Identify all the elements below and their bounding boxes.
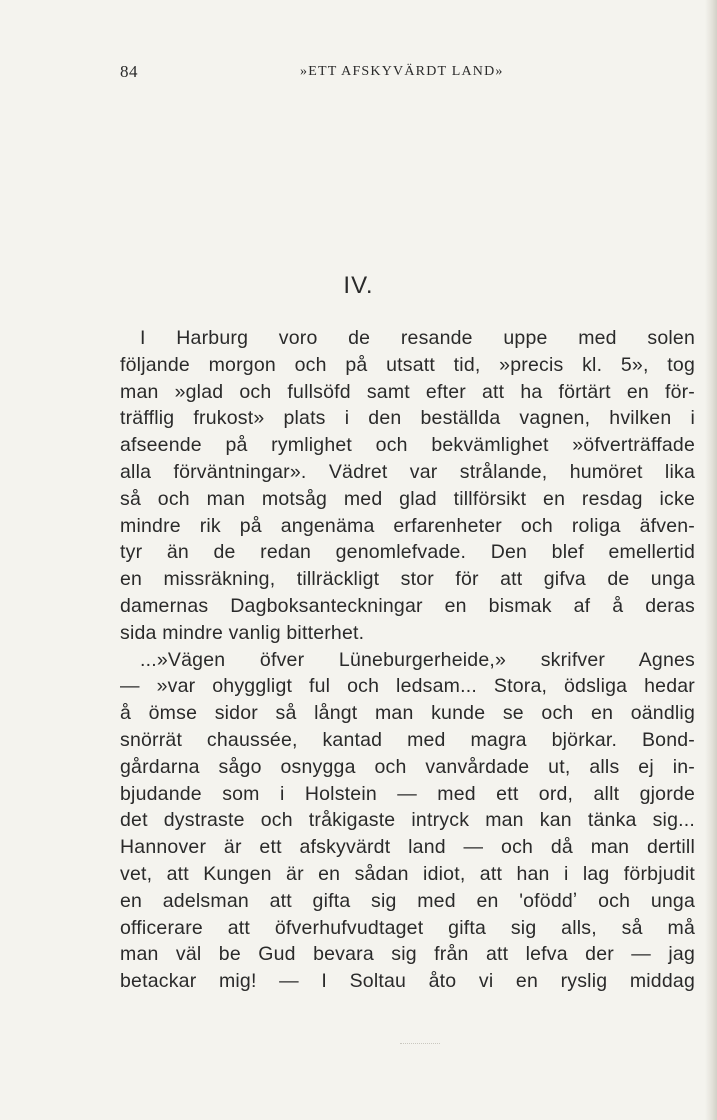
page-edge-shadow [705,0,717,1120]
text-line: gårdarna sågo osnygga och vanvårdade ut, alls ej in- [120,755,695,778]
running-title: »ETT AFSKYVÄRDT LAND» [300,64,504,79]
text-line: en adelsman att gifta sig med en 'oföddʼ och unga [120,889,695,912]
text-line: vet, att Kungen är en sådan idiot, att han i lag förbjudit [120,862,695,885]
text-line: så och man motsåg med glad tillförsikt en resdag icke [120,487,695,510]
chapter-heading: IV. [343,272,374,299]
text-line: bjudande som i Holstein — med ett ord, allt gjorde [120,782,695,805]
text-line: sida mindre vanlig bitterhet. [120,621,365,644]
text-line: I Harburg voro de resande uppe med solen [140,327,695,349]
text-line: en missräkning, tillräckligt stor för att gifva de unga [120,568,695,591]
text-line: å ömse sidor så långt man kunde se och en oändlig [120,702,695,725]
text-line: alla förväntningar». Vädret var strålande, humöret lika [120,460,695,483]
text-line: snörrät chaussée, kantad med magra björkar. Bond- [120,728,695,751]
text-line: man väl be Gud bevara sig från att lefva der — jag [120,943,695,966]
text-line: tyr än de redan genomlefvade. Den blef emellertid [120,541,695,564]
text-line: man »glad och fullsöfd samt efter att ha förtärt en för- [120,380,695,403]
text-line: officerare att öfverhufvudtaget gifta sig alls, så må [120,916,695,939]
body-text [120,325,695,995]
scan-artifact [400,1043,440,1046]
text-line: träfflig frukost» plats i den beställda vagnen, hvilken i [120,407,695,430]
text-line: betackar mig! — I Soltau åto vi en ryslig middag [120,970,695,993]
text-line: Hannover är ett afskyvärdt land — och då man dertill [120,836,695,859]
text-line: damernas Dagboksanteckningar en bismak af å deras [120,594,695,617]
text-line: ...»Vägen öfver Lüneburgerheide,» skrifver Agnes [140,648,695,671]
text-line: — »var ohyggligt ful och ledsam... Stora, ödsliga hedar [120,675,695,698]
page-number: 84 [120,62,138,81]
text-line: mindre rik på angenäma erfarenheter och roliga äfven- [120,514,695,537]
text-line: afseende på rymlighet och bekvämlighet »öfverträffade [120,434,695,457]
text-line: det dystraste och tråkigaste intryck man kan tänka sig... [120,809,695,832]
running-header [120,62,695,86]
text-line: följande morgon och på utsatt tid, »precis kl. 5», tog [120,353,695,376]
